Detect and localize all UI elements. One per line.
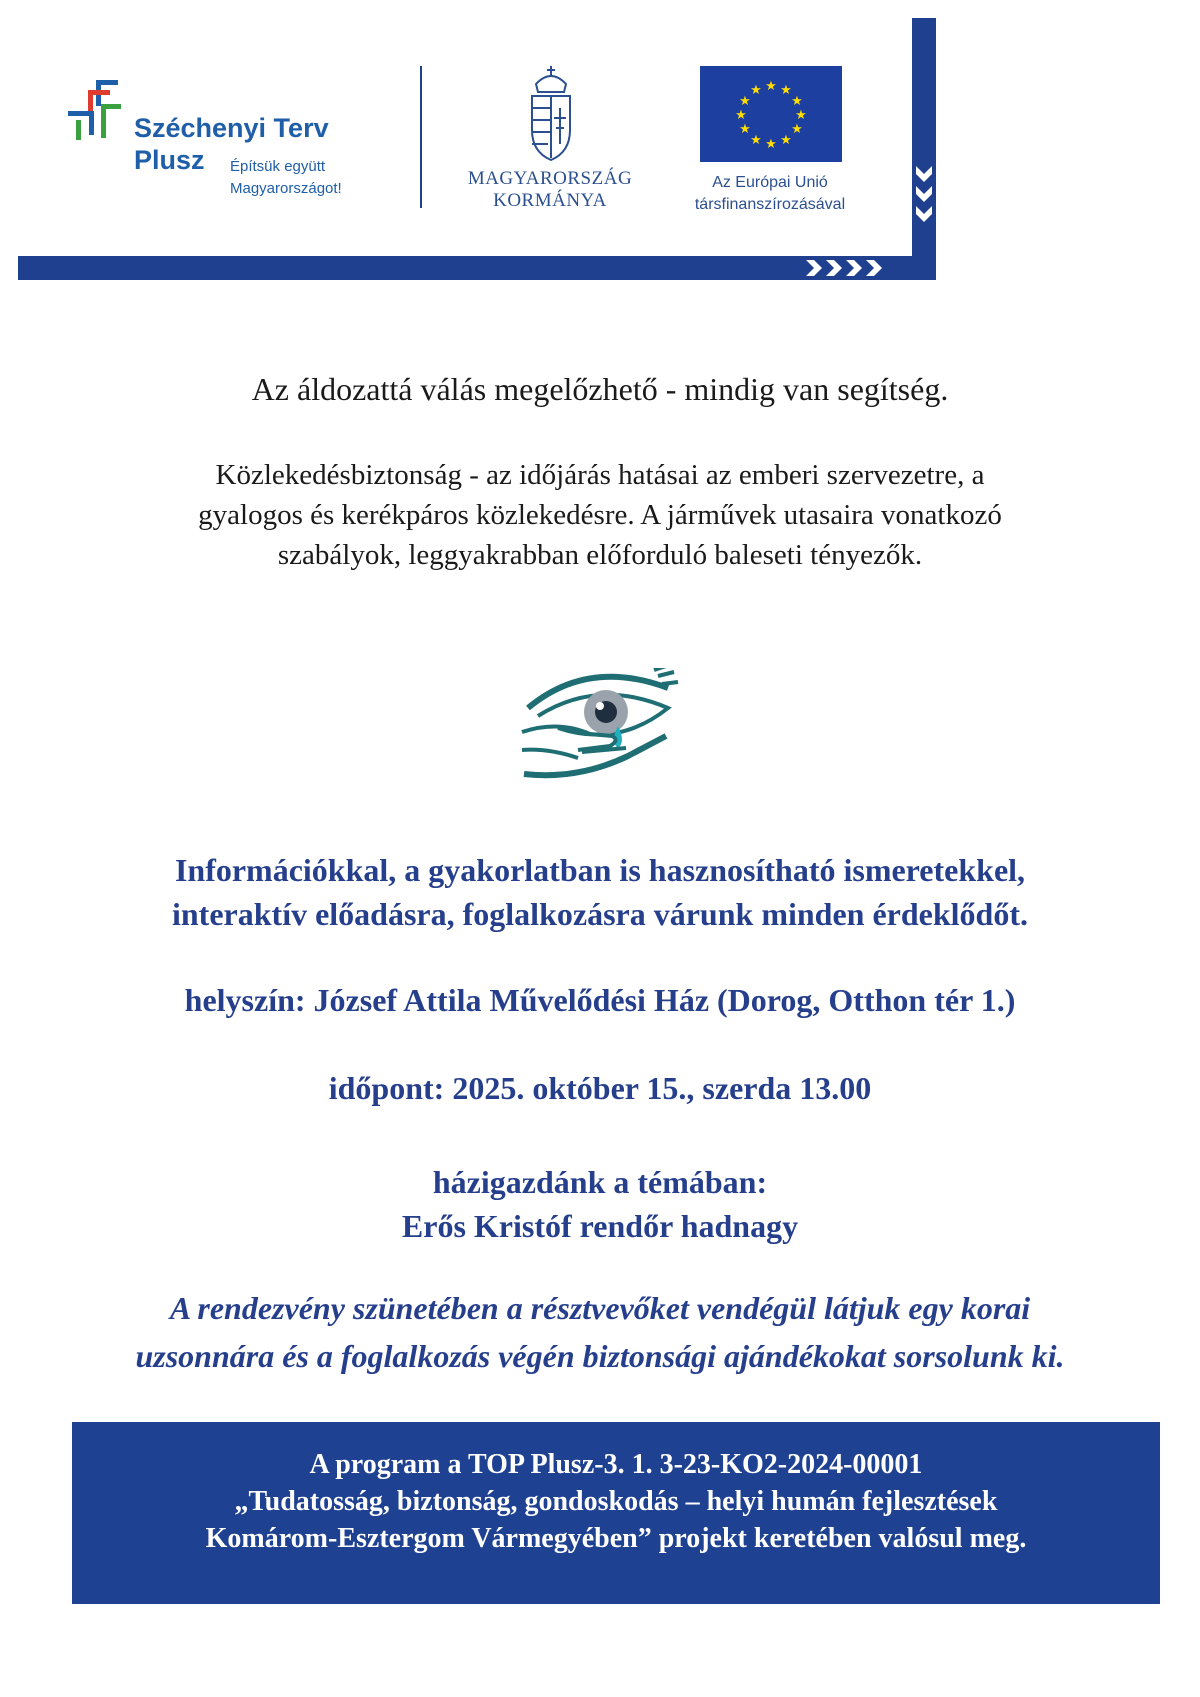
svg-text:★: ★ xyxy=(735,108,747,123)
invitation-line-2: interaktív előadásra, foglalkozásra várunk minden érdeklődőt. xyxy=(171,896,1028,932)
svg-text:★: ★ xyxy=(780,133,792,148)
slogan-line-2: Magyarországot! xyxy=(230,180,342,197)
coat-of-arms-icon xyxy=(520,64,582,164)
event-time: időpont: 2025. október 15., szerda 13.00 xyxy=(328,1070,872,1106)
government-label xyxy=(460,168,640,212)
intro-line-2: gyalogos és kerékpáros közlekedésre. A járművek utasaira vonatkozó xyxy=(198,499,1002,531)
szechenyi-cross-icon xyxy=(66,78,126,150)
banner-bottom-bar xyxy=(18,256,936,280)
svg-text:★: ★ xyxy=(750,133,762,148)
intro-line-3: szabályok, leggyakrabban előforduló baleseti tényezők. xyxy=(277,539,923,571)
footer-text xyxy=(72,1446,1160,1557)
headline: Az áldozattá válás megelőzhető - mindig van segítség. xyxy=(251,371,949,407)
host-label: házigazdánk a témában: xyxy=(432,1164,768,1200)
invitation-line-1: Információkkal, a gyakorlatban is hasznosítható ismeretekkel, xyxy=(174,852,1026,888)
svg-text:★: ★ xyxy=(765,137,777,152)
banner-side-chevrons xyxy=(912,160,936,230)
host-name: Erős Kristóf rendőr hadnagy xyxy=(401,1208,799,1244)
intro-paragraph xyxy=(80,455,1120,575)
crying-eye-icon xyxy=(518,668,684,780)
eu-line-1: Az Európai Unió xyxy=(712,174,828,191)
svg-text:★: ★ xyxy=(739,122,751,137)
event-location: helyszín: József Attila Művelődési Ház (Dorog, Otthon tér 1.) xyxy=(184,982,1016,1018)
svg-text:★: ★ xyxy=(750,83,762,98)
svg-text:★: ★ xyxy=(791,94,803,109)
banner-right-bar xyxy=(912,18,936,280)
svg-text:★: ★ xyxy=(791,122,803,137)
invitation-text xyxy=(0,848,1200,936)
svg-text:★: ★ xyxy=(795,108,807,123)
eu-stars-icon xyxy=(700,66,842,162)
svg-text:★: ★ xyxy=(780,83,792,98)
szechenyi-slogan xyxy=(230,156,342,200)
government-line-1: MAGYARORSZÁG xyxy=(467,168,633,189)
szechenyi-title: Széchenyi Terv xyxy=(134,113,329,143)
szechenyi-plusz: Plusz xyxy=(134,145,205,175)
svg-text:★: ★ xyxy=(739,94,751,109)
eu-flag xyxy=(700,66,842,162)
eu-label xyxy=(660,172,880,216)
footer-line-2: „Tudatosság, biztonság, gondoskodás – helyi humán fejlesztések xyxy=(234,1486,998,1517)
slogan-line-1: Építsük együtt xyxy=(230,158,326,175)
event-host xyxy=(0,1160,1200,1248)
intro-line-1: Közlekedésbiztonság - az időjárás hatásai az emberi szervezetre, a xyxy=(215,459,985,491)
program-footer xyxy=(72,1422,1160,1604)
banner-bottom-chevrons xyxy=(800,256,910,280)
government-line-2: KORMÁNYA xyxy=(493,190,607,211)
logo-divider xyxy=(420,66,422,208)
note-line-1: A rendezvény szünetében a résztvevőket vendégül látjuk egy korai xyxy=(169,1290,1031,1326)
note-line-2: uzsonnára és a foglalkozás végén biztonsági ajándékokat sorsolunk ki. xyxy=(135,1338,1065,1374)
svg-text:★: ★ xyxy=(765,79,777,94)
eu-line-2: társfinanszírozásával xyxy=(694,196,846,213)
footer-line-1: A program a TOP Plusz-3. 1. 3-23-KO2-2024-00001 xyxy=(309,1449,923,1480)
footer-line-3: Komárom-Esztergom Vármegyében” projekt keretében valósul meg. xyxy=(205,1523,1027,1554)
event-note xyxy=(0,1284,1200,1380)
